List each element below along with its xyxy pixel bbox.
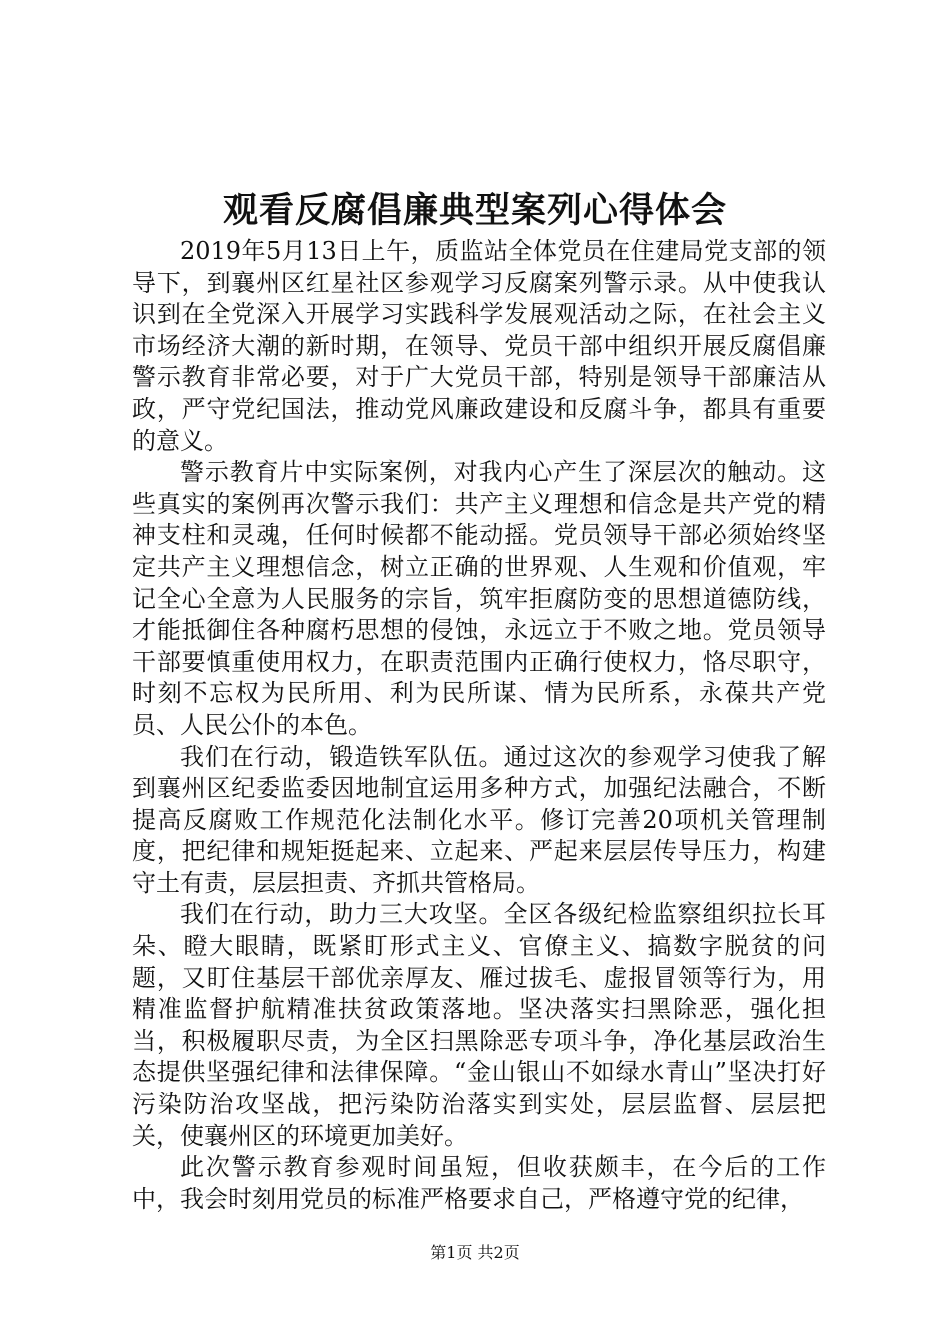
paragraph: 警示教育片中实际案例，对我内心产生了深层次的触动。这些真实的案例再次警示我们：共产主义理想和信念是共产党的精神支柱和灵魂，任何时候都不能动摇。党员领导干部必须始终坚定共产主义理想信念，树立正确的世界观、人生观和价值观，牢记全心全意为人民服务的宗旨，筑牢拒腐防变的思想道德防线，才能抵御住各种腐朽思想的侵蚀，永远立于不败之地。党员领导干部要慎重使用权力，在职责范围内正确行使权力，恪尽职守，时刻不忘权为民所用、利为民所谋、情为民所系，永葆共产党员、人民公仆的本色。 <box>132 458 826 739</box>
paragraph: 2019年5月13日上午，质监站全体党员在住建局党支部的领导下，到襄州区红星社区参观学习反腐案列警示录。从中使我认识到在全党深入开展学习实践科学发展观活动之际，在社会主义市场经济大潮的新时期，在领导、党员干部中组织开展反腐倡廉警示教育非常必要，对于广大党员干部，特别是领导干部廉洁从政，严守党纪国法，推动党风廉政建设和反腐斗争，都具有重要的意义。 <box>132 237 826 455</box>
paragraph: 我们在行动，锻造铁军队伍。通过这次的参观学习使我了解到襄州区纪委监委因地制宜运用多种方式，加强纪法融合，不断提高反腐败工作规范化法制化水平。修订完善20项机关管理制度，把纪律和规矩挺起来、立起来、严起来层层传导压力，构建守土有责，层层担责、齐抓共管格局。 <box>132 742 826 897</box>
paragraph: 此次警示教育参观时间虽短，但收获颇丰，在今后的工作中，我会时刻用党员的标准严格要求自己，严格遵守党的纪律， <box>132 1153 826 1213</box>
document-body <box>132 236 826 1215</box>
paragraph: 我们在行动，助力三大攻坚。全区各级纪检监察组织拉长耳朵、瞪大眼睛，既紧盯形式主义、官僚主义、搞数字脱贫的问题，又盯住基层干部优亲厚友、雁过拔毛、虚报冒领等行为，用精准监督护航精准扶贫政策落地。坚决落实扫黑除恶，强化担当，积极履职尽责，为全区扫黑除恶专项斗争，净化基层政治生态提供坚强纪律和法律保障。“金山银山不如绿水青山”坚决打好污染防治攻坚战，把污染防治落实到实处，层层监督、层层把关，使襄州区的环境更加美好。 <box>132 900 826 1150</box>
page-footer: 第1页 共2页 <box>430 1243 520 1262</box>
document-title: 观看反腐倡廉典型案列心得体会 <box>222 190 727 231</box>
